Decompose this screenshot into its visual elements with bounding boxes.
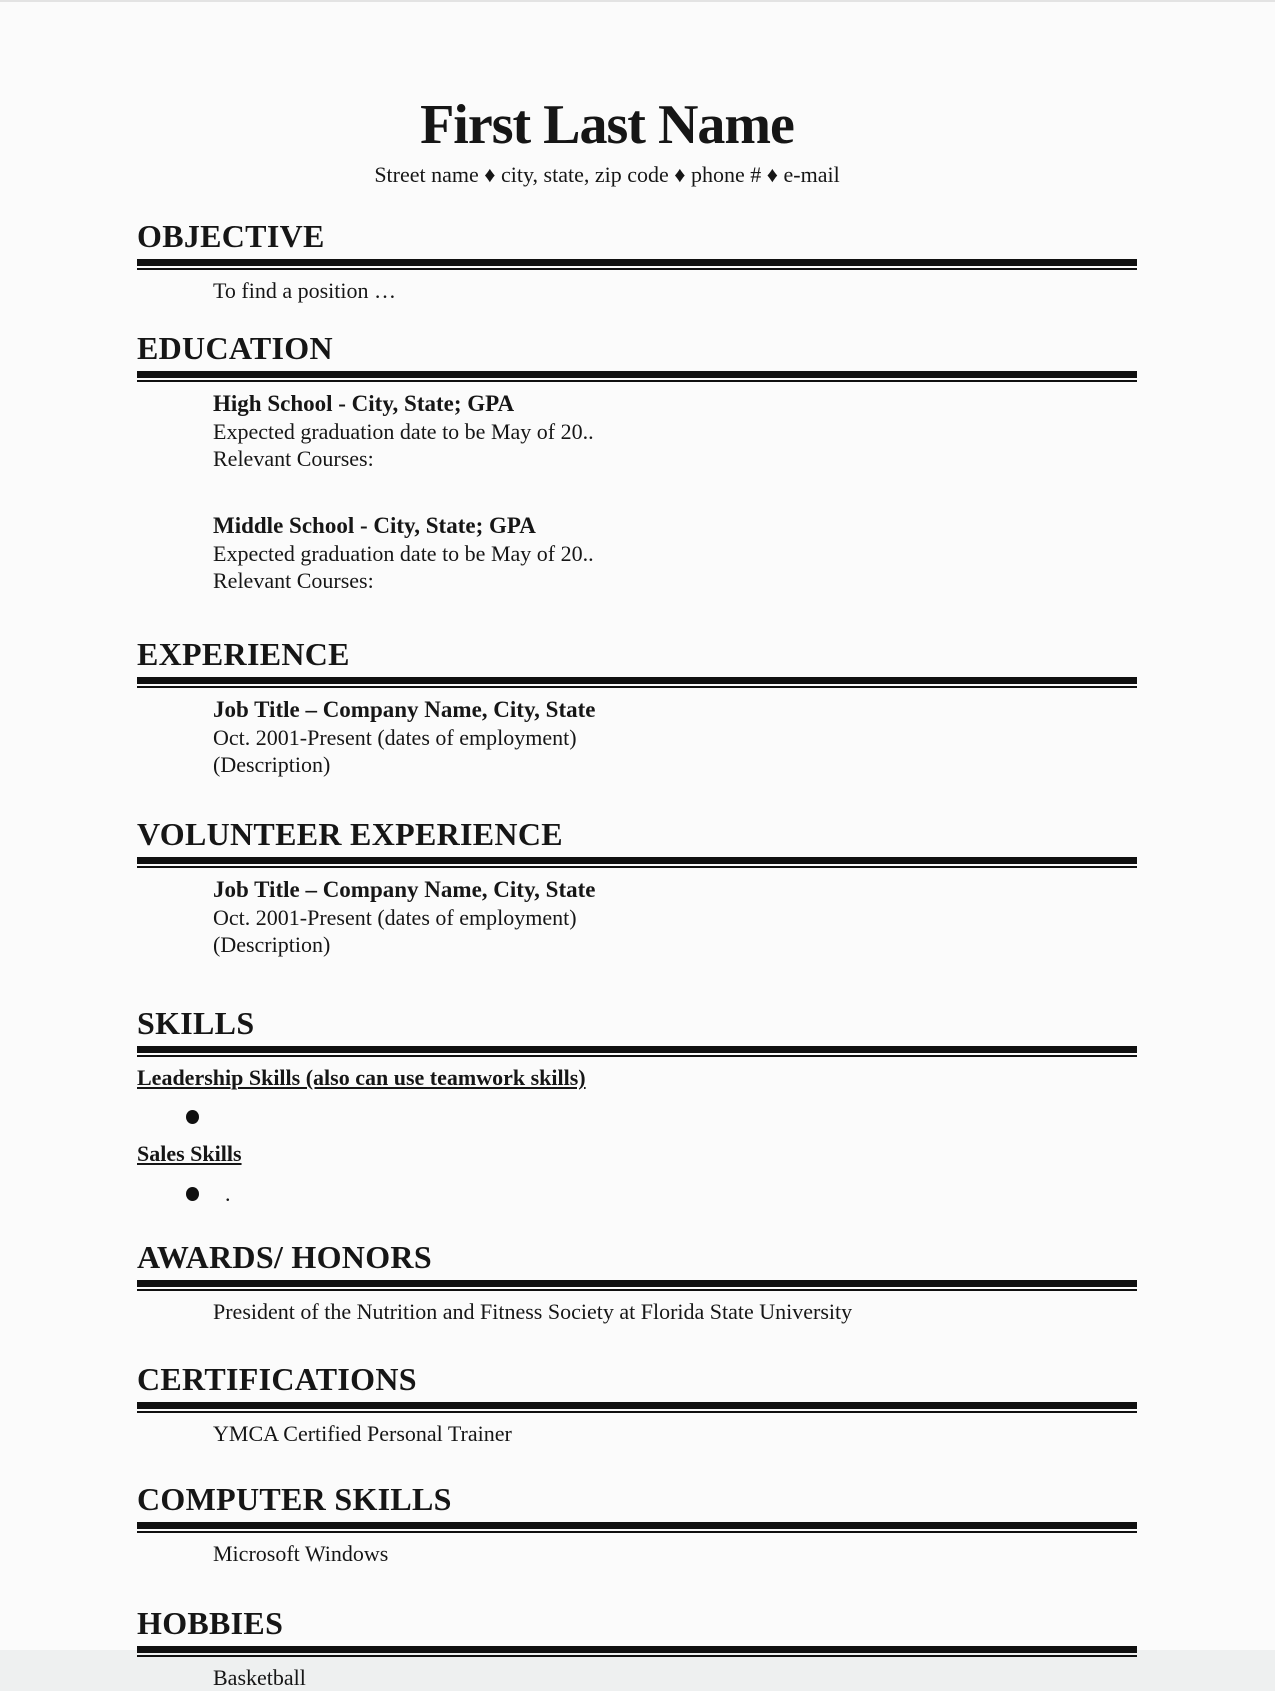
skill-group-heading-leadership: Leadership Skills (also can use teamwork skills)	[137, 1065, 586, 1090]
education-entry	[137, 512, 1137, 594]
divider-thick-line	[137, 677, 1137, 684]
bullet-icon	[186, 1187, 199, 1201]
divider-thick-line	[137, 259, 1137, 266]
volunteer-entry-title: Job Title – Company Name, City, State	[213, 877, 596, 902]
objective-text: To find a position …	[213, 278, 397, 303]
section-divider	[137, 857, 1137, 868]
skill-bullet-item	[186, 1107, 1137, 1127]
divider-thin-line	[137, 1055, 1137, 1057]
section-divider	[137, 677, 1137, 688]
divider-thick-line	[137, 1046, 1137, 1053]
education-entry-line: Relevant Courses:	[213, 446, 374, 471]
experience-entry	[137, 696, 1137, 778]
divider-thin-line	[137, 1655, 1137, 1657]
section-divider	[137, 1522, 1137, 1533]
computer-skills-text: Microsoft Windows	[213, 1541, 389, 1566]
section-title-objective: OBJECTIVE	[137, 218, 325, 254]
section-objective	[137, 220, 1137, 304]
section-title-computer-skills: COMPUTER SKILLS	[137, 1481, 452, 1517]
contact-line: Street name ♦ city, state, zip code ♦ phone # ♦ e-mail	[374, 162, 840, 187]
bullet-icon	[186, 1110, 199, 1124]
divider-thin-line	[137, 1531, 1137, 1533]
resume-header	[137, 95, 1077, 188]
section-title-skills: SKILLS	[137, 1005, 255, 1041]
divider-thick-line	[137, 1402, 1137, 1409]
volunteer-entry	[137, 876, 1137, 958]
divider-thin-line	[137, 686, 1137, 688]
section-hobbies	[137, 1607, 1137, 1691]
experience-entry-line: (Description)	[213, 752, 331, 777]
section-title-hobbies: HOBBIES	[137, 1605, 284, 1641]
divider-thick-line	[137, 857, 1137, 864]
hobbies-text: Basketball	[213, 1665, 306, 1690]
section-title-awards: AWARDS/ HONORS	[137, 1239, 432, 1275]
experience-entry-title: Job Title – Company Name, City, State	[213, 697, 596, 722]
candidate-name: First Last Name	[420, 94, 794, 156]
section-volunteer-experience	[137, 818, 1137, 958]
section-education	[137, 332, 1137, 594]
divider-thin-line	[137, 380, 1137, 382]
divider-thin-line	[137, 866, 1137, 868]
education-entry-line: Expected graduation date to be May of 20..	[213, 541, 594, 566]
section-certifications	[137, 1363, 1137, 1447]
section-skills	[137, 1007, 1137, 1205]
divider-thin-line	[137, 268, 1137, 270]
divider-thin-line	[137, 1289, 1137, 1291]
section-awards-honors	[137, 1241, 1137, 1325]
section-divider	[137, 1046, 1137, 1057]
section-title-certifications: CERTIFICATIONS	[137, 1361, 417, 1397]
education-entry-line: Expected graduation date to be May of 20..	[213, 419, 594, 444]
divider-thick-line	[137, 1522, 1137, 1529]
section-divider	[137, 1280, 1137, 1291]
divider-thick-line	[137, 371, 1137, 378]
section-title-experience: EXPERIENCE	[137, 636, 350, 672]
divider-thin-line	[137, 1411, 1137, 1413]
awards-text: President of the Nutrition and Fitness Society at Florida State University	[213, 1299, 853, 1324]
section-title-volunteer: VOLUNTEER EXPERIENCE	[137, 816, 563, 852]
resume-content	[137, 95, 1137, 1691]
section-experience	[137, 638, 1137, 778]
education-entry-title: High School - City, State; GPA	[213, 391, 515, 416]
volunteer-entry-line: (Description)	[213, 932, 331, 957]
section-divider	[137, 371, 1137, 382]
skill-bullet-text: .	[225, 1181, 231, 1206]
experience-entry-line: Oct. 2001-Present (dates of employment)	[213, 725, 577, 750]
skill-bullet-item	[186, 1183, 1137, 1205]
education-entry	[137, 390, 1137, 472]
volunteer-entry-line: Oct. 2001-Present (dates of employment)	[213, 905, 577, 930]
skill-group-heading-sales: Sales Skills	[137, 1141, 242, 1166]
section-divider	[137, 259, 1137, 270]
education-entry-title: Middle School - City, State; GPA	[213, 513, 536, 538]
section-computer-skills	[137, 1483, 1137, 1567]
divider-thick-line	[137, 1646, 1137, 1653]
education-entry-line: Relevant Courses:	[213, 568, 374, 593]
certifications-text: YMCA Certified Personal Trainer	[213, 1421, 512, 1446]
divider-thick-line	[137, 1280, 1137, 1287]
section-divider	[137, 1402, 1137, 1413]
section-title-education: EDUCATION	[137, 330, 333, 366]
section-divider	[137, 1646, 1137, 1657]
